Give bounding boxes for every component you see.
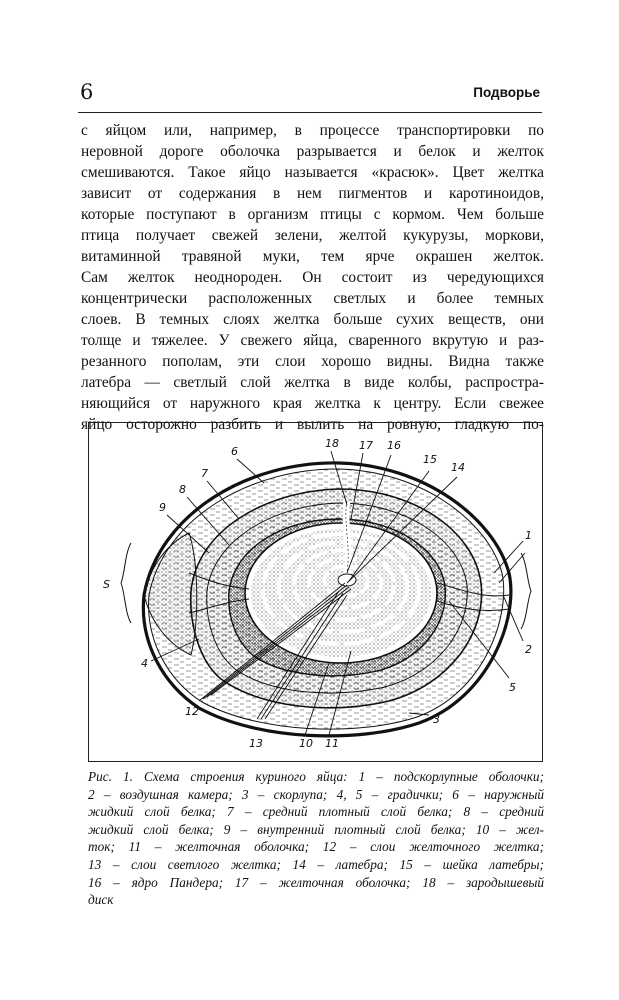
text-line: концентрически расположенных светлых и более темных: [81, 290, 544, 307]
page-number: 6: [80, 80, 94, 104]
caption-line: жидкий слой белка; 9 – внутренний плотный слой белка; 10 – жел-: [88, 821, 544, 837]
label-12: 12: [185, 705, 199, 718]
label-14: 14: [451, 461, 465, 474]
label-6: 6: [231, 445, 238, 458]
text-line: смешиваются. Такое яйцо называется «красюк». Цвет желтка: [81, 164, 544, 181]
brace-left: [121, 543, 131, 623]
text-line: которые поступают в организм птицы с кормом. Чем больше: [81, 206, 544, 223]
text-line: зависит от содержания в нем пигментов и каротиноидов,: [81, 185, 544, 202]
text-line: латебра — светлый слой желтка в виде колбы, распростра-: [81, 374, 544, 391]
label-7: 7: [201, 467, 208, 480]
text-line: резанного пополам, эти слои хорошо видны. Видна также: [81, 353, 544, 370]
label-15: 15: [423, 453, 437, 466]
text-line: неровной дороге оболочка разрывается и белок и желток: [81, 143, 544, 160]
caption-line: ток; 11 – желточная оболочка; 12 – слои желточного желтка;: [88, 839, 544, 855]
text-line: няющийся от наружного края желтка к центру. Если свежее: [81, 395, 544, 412]
label-3: 3: [433, 713, 440, 726]
text-line: толще и тяжелее. У свежего яйца, сваренного вкрутую и раз-: [81, 332, 544, 349]
caption-line: Рис. 1. Схема строения куриного яйца: 1 – подскорлупные оболочки;: [88, 769, 544, 784]
running-header: [78, 78, 542, 113]
caption-line: 2 – воздушная камера; 3 – скорлупа; 4, 5 – градички; 6 – наружный: [88, 786, 544, 802]
caption-line: 13 – слои светлого желтка; 14 – латебра; 15 – шейка латебры;: [88, 856, 544, 872]
caption-line: 16 – ядро Пандера; 17 – желточная оболочка; 18 – зародышевый: [88, 874, 544, 890]
body-text: [81, 120, 544, 435]
label-1: 1: [525, 529, 532, 542]
label-13: 13: [249, 737, 263, 750]
caption-line: жидкий слой белка; 7 – средний плотный слой белка; 8 – средний: [88, 804, 544, 820]
egg-structure-figure: [88, 422, 543, 762]
label-8: 8: [179, 483, 186, 496]
label-10: 10: [299, 737, 313, 750]
text-line: слоев. В темных слоях желтка больше сухих веществ, они: [81, 311, 544, 328]
label-17: 17: [359, 439, 373, 452]
caption-line: диск: [88, 892, 114, 908]
label-2: 2: [525, 643, 532, 656]
label-s: S: [103, 578, 110, 591]
text-line: витаминной травяной муки, тем ярче окрашен желток.: [81, 248, 544, 265]
section-title: Подворье: [473, 85, 540, 100]
label-11: 11: [325, 737, 339, 750]
text-line: птица получает свежей зелени, желтой кукурузы, моркови,: [81, 227, 544, 244]
brace-right: [521, 553, 531, 629]
text-line: Сам желток неоднороден. Он состоит из чередующихся: [81, 269, 544, 286]
figure-caption: [88, 768, 544, 909]
label-9: 9: [159, 501, 166, 514]
label-18: 18: [325, 437, 339, 450]
label-16: 16: [387, 439, 401, 452]
text-line: с яйцом или, например, в процессе транспортировки по: [81, 122, 544, 139]
label-4: 4: [141, 657, 148, 670]
text-line: яйцо осторожно разбить и вылить на ровную, гладкую по-: [81, 416, 544, 433]
label-5: 5: [509, 681, 516, 694]
egg-diagram: [89, 423, 544, 763]
